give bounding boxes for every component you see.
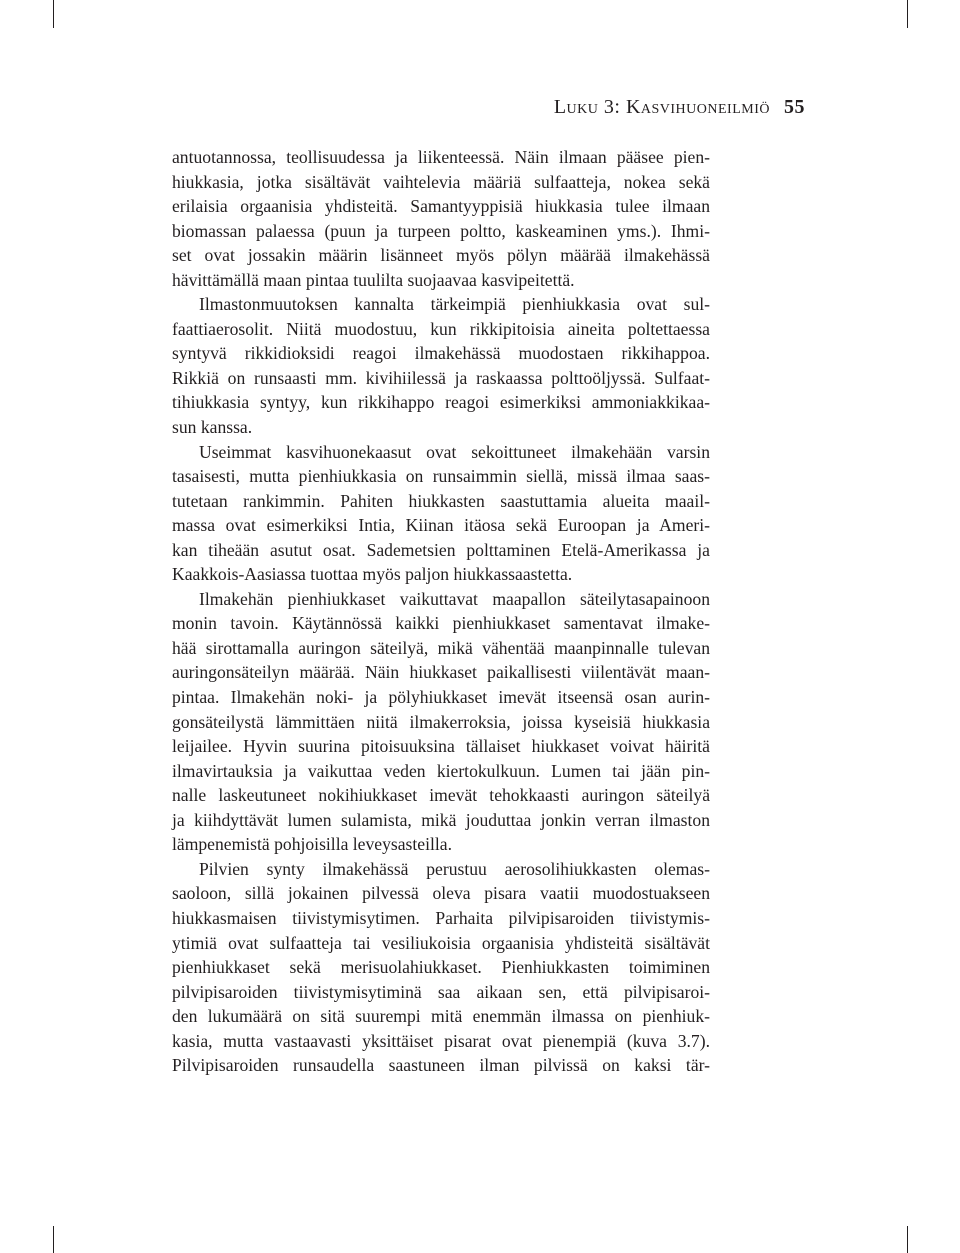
text-line: hiukkasmaisen tiivistymisytimen. Parhaita pilvipisaroiden tiivistymis- bbox=[172, 907, 710, 928]
text-line: nalle laskeutuneet nokihiukkaset imevät tehokkaasti auringon säteilyä bbox=[172, 785, 710, 806]
text-line: kasia, mutta vastaavasti yksittäiset pisarat ovat pienempiä (kuva 3.7). bbox=[172, 1030, 710, 1051]
text-line: Ilmakehän pienhiukkaset vaikuttavat maapallon säteilytasapainoon bbox=[199, 588, 710, 609]
text-line: hiukkasia, jotka sisältävät vaihtelevia määriä sulfaatteja, nokea sekä bbox=[172, 171, 710, 192]
text-line: biomassan palaessa (puun ja turpeen poltto, kaskeaminen yms.). Ihmi- bbox=[172, 220, 710, 241]
text-line: erilaisia orgaanisia yhdisteitä. Samantyyppisiä hiukkasia tulee ilmaan bbox=[172, 196, 710, 217]
text-line: sun kanssa. bbox=[172, 417, 253, 438]
text-line: Kaakkois-Aasiassa tuottaa myös paljon hiukkassaastetta. bbox=[172, 564, 573, 585]
text-line: ilmavirtauksia ja vaikuttaa veden kiertokulkuun. Lumen tai jään pin- bbox=[172, 760, 710, 781]
text-line: pienhiukkaset sekä merisuolahiukkaset. Pienhiukkasten toimiminen bbox=[172, 957, 710, 978]
body-text bbox=[172, 145, 710, 1078]
text-line: Rikkiä on runsaasti mm. kivihiilessä ja raskaassa polttoöljyssä. Sulfaat- bbox=[172, 367, 710, 388]
text-line: set ovat jossakin määrin lisänneet myös pölyn määrää ilmakehässä bbox=[172, 245, 710, 266]
text-line: den lukumäärä on sitä suurempi mitä enemmän ilmassa on pienhiuk- bbox=[172, 1006, 710, 1027]
text-line: Pilvien synty ilmakehässä perustuu aerosolihiukkasten olemas- bbox=[199, 858, 710, 879]
text-line: leijailee. Hyvin suurina pitoisuuksina tällaiset hiukkaset voivat häiritä bbox=[172, 736, 710, 757]
text-line: pintaa. Ilmakehän noki- ja pölyhiukkaset imevät itseensä osan aurin- bbox=[172, 687, 710, 708]
text-line: Useimmat kasvihuonekaasut ovat sekoittuneet ilmakehään varsin bbox=[199, 441, 710, 462]
text-line: tasaisesti, mutta pienhiukkasia on runsaimmin siellä, missä ilmaa saas- bbox=[172, 466, 710, 487]
text-line: Ilmastonmuutoksen kannalta tärkeimpiä pienhiukkasia ovat sul- bbox=[199, 294, 710, 315]
text-line: massa ovat esimerkiksi Intia, Kiinan itäosa sekä Euroopan ja Ameri- bbox=[172, 515, 710, 536]
text-line: ytimiä ovat sulfaatteja tai vesiliukoisia orgaanisia yhdisteitä sisältävät bbox=[172, 932, 710, 953]
crop-mark-bottom-left bbox=[53, 1226, 54, 1253]
text-line: hää sirottamalla auringon säteilyä, mikä vähentää maanpinnalle tulevan bbox=[172, 637, 710, 658]
text-line: pilvipisaroiden tiivistymisytiminä saa aikaan sen, että pilvipisaroi- bbox=[172, 981, 710, 1002]
text-line: syntyvä rikkidioksidi reagoi ilmakehässä muodostaen rikkihappoa. bbox=[172, 343, 710, 364]
crop-mark-bottom-right bbox=[907, 1226, 908, 1253]
text-line: kan tiheään asutut osat. Sademetsien polttaminen Etelä-Amerikassa ja bbox=[172, 539, 710, 560]
text-line: tutetaan rankimmin. Pahiten hiukkasten saastuttamia alueita maail- bbox=[172, 490, 710, 511]
text-line: auringonsäteilyn määrää. Näin hiukkaset paikallisesti viilentävät maan- bbox=[172, 662, 710, 683]
text-line: ja kiihdyttävät lumen sulamista, mikä jouduttaa jonkin verran ilmaston bbox=[172, 809, 710, 830]
text-line: hävittämällä maan pintaa tuulilta suojaavaa kasvipeitettä. bbox=[172, 269, 575, 290]
text-line: antuotannossa, teollisuudessa ja liikenteessä. Näin ilmaan pääsee pien- bbox=[172, 147, 710, 167]
text-line: monin tavoin. Käytännössä kaikki pienhiukkaset samentavat ilmake- bbox=[172, 613, 710, 634]
page-number: 55 bbox=[784, 96, 805, 118]
text-line: Pilvipisaroiden runsaudella saastuneen ilman pilvissä on kaksi tär- bbox=[172, 1055, 710, 1076]
chapter-title: Luku 3: Kasvihuoneilmiö bbox=[553, 96, 770, 118]
text-line: lämpenemistä pohjoisilla leveysasteilla. bbox=[172, 834, 452, 855]
crop-mark-top-right bbox=[907, 0, 908, 28]
text-line: faattiaerosolit. Niitä muodostuu, kun rikkipitoisia aineita poltettaessa bbox=[172, 318, 710, 339]
running-head bbox=[554, 96, 805, 119]
crop-mark-top-left bbox=[53, 0, 54, 28]
text-line: tihiukkasia syntyy, kun rikkihappo reagoi esimerkiksi ammoniakkikaa- bbox=[172, 392, 710, 413]
text-line: saoloon, sillä jokainen pilvessä oleva pisara vaatii muodostuakseen bbox=[172, 883, 710, 904]
text-line: gonsäteilystä lämmittäen niitä ilmakerroksia, joissa kyseisiä hiukkasia bbox=[172, 711, 710, 732]
